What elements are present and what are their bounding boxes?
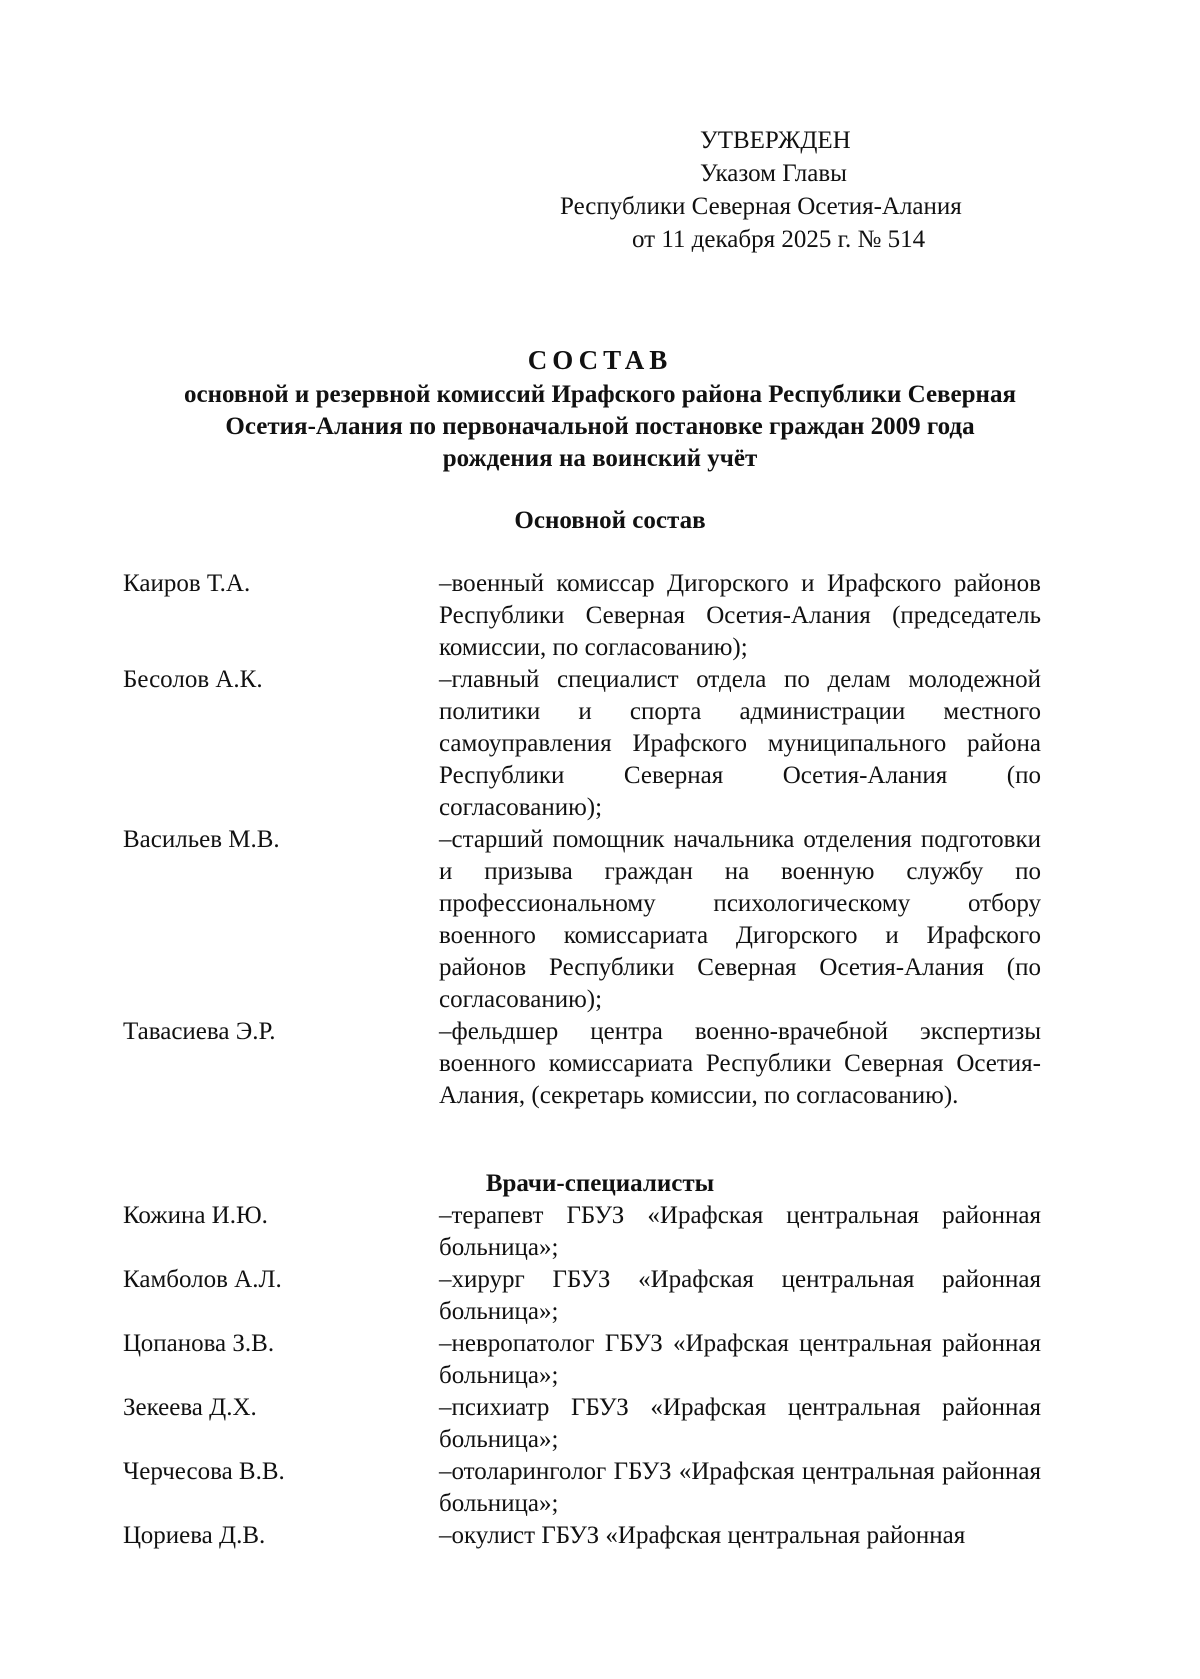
member-name: Тавасиева Э.Р. [123, 1018, 276, 1045]
main-composition-list [123, 568, 1041, 1112]
doctor-entry [123, 1200, 1041, 1264]
doctors-heading: Врачи-специалисты [485, 1170, 715, 1197]
doctor-entry [123, 1520, 1041, 1552]
doctor-name: Цопанова З.В. [123, 1330, 275, 1357]
doctor-role: –психиатр ГБУЗ «Ирафская центральная районная больница»; [439, 1394, 1041, 1453]
subtitle-line: рождения на воинский учёт [442, 445, 758, 472]
doctor-entry [123, 1392, 1041, 1456]
main-composition-heading: Основной состав [514, 507, 706, 534]
approval-republic-line: Республики Северная Осетия-Алания [560, 193, 962, 220]
member-role: –старший помощник начальника отделения подготовки и призыва граждан на военную службу по профессиональному психологическому отбору военного комиссариата Дигорского и Ирафского районов Республики Северная Осетия-Алания (по согласованию); [439, 826, 1041, 1013]
doctor-role: –хирург ГБУЗ «Ирафская центральная районная больница»; [439, 1266, 1041, 1325]
doctor-entry [123, 1328, 1041, 1392]
doctor-role: –невропатолог ГБУЗ «Ирафская центральная районная больница»; [439, 1330, 1041, 1389]
member-role: –фельдшер центра военно-врачебной экспертизы военного комиссариата Республики Северная Осетия-Алания, (секретарь комиссии, по согласованию). [439, 1018, 1041, 1109]
subtitle-line: основной и резервной комиссий Ирафского района Республики Северная [183, 381, 1016, 408]
member-name: Каиров Т.А. [123, 570, 251, 597]
member-role: –главный специалист отдела по делам молодежной политики и спорта администрации местного самоуправления Ирафского муниципального района Республики Северная Осетия-Алания (по согласованию); [439, 666, 1041, 821]
document-title: СОСТАВ [527, 345, 673, 375]
member-entry [123, 1016, 1041, 1112]
doctor-name: Камболов А.Л. [123, 1266, 282, 1293]
doctor-role: –терапевт ГБУЗ «Ирафская центральная районная больница»; [439, 1202, 1041, 1261]
member-name: Васильев М.В. [123, 826, 280, 853]
doctor-entry [123, 1264, 1041, 1328]
approval-date-line: от 11 декабря 2025 г. № 514 [632, 226, 926, 253]
doctors-list [123, 1200, 1041, 1552]
member-entry [123, 664, 1041, 824]
document-subtitle [130, 379, 1070, 475]
doctor-name: Цориева Д.В. [123, 1522, 266, 1549]
member-entry [123, 824, 1041, 1016]
member-role: –военный комиссар Дигорского и Ирафского районов Республики Северная Осетия-Алания (председатель комиссии, по согласованию); [439, 570, 1041, 661]
subtitle-line: Осетия-Алания по первоначальной постановке граждан 2009 года [225, 413, 975, 440]
approval-stamp [560, 124, 1020, 256]
approval-title: УТВЕРЖДЕН [700, 127, 851, 154]
document-title-block [0, 343, 1200, 475]
member-entry [123, 568, 1041, 664]
member-name: Бесолов А.К. [123, 666, 263, 693]
doctor-name: Кожина И.Ю. [123, 1202, 268, 1229]
doctor-role: –окулист ГБУЗ «Ирафская центральная районная [439, 1522, 966, 1549]
approval-decree-line: Указом Главы [700, 160, 847, 187]
doctor-name: Зекеева Д.Х. [123, 1394, 257, 1421]
doctor-entry [123, 1456, 1041, 1520]
doctor-role: –отоларинголог ГБУЗ «Ирафская центральная районная больница»; [439, 1458, 1041, 1517]
doctor-name: Черчесова В.В. [123, 1458, 285, 1485]
